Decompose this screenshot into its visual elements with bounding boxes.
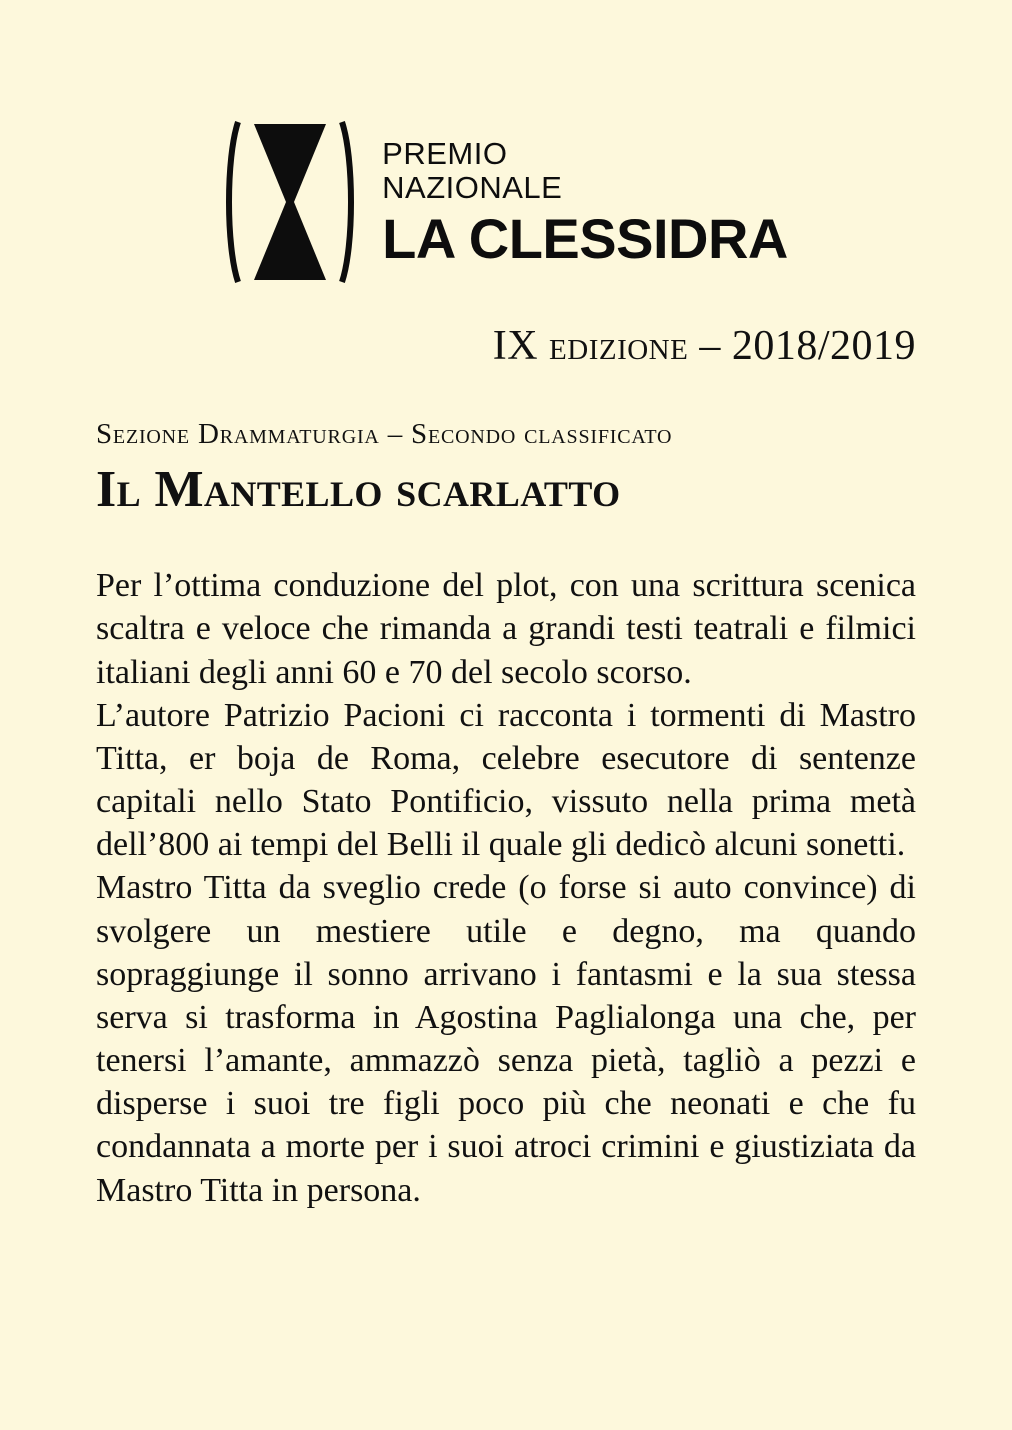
section-line: Sezione Drammaturgia – Secondo classificato [96,418,673,450]
paragraph: L’autore Patrizio Pacioni ci racconta i tormenti di Mastro Titta, er boja de Roma, celebre esecutore di sentenze capitali nello Stato Pontificio, vissuto nella prima metà dell’800 ai tempi del Belli il quale gli dedicò alcuni sonetti. [96,696,916,864]
paragraph: Mastro Titta da sveglio crede (o forse si auto convince) di svolgere un mestiere utile e degno, ma quando sopraggiunge il sonno arrivano i fantasmi e la sua stessa serva si trasforma in Agostina Paglialonga una che, per tenersi l’amante, ammazzò senza pietà, tagliò a pezzi e disperse i suoi tre figli poco più che neonati e che fu condannata a morte per i suoi atroci crimini e giustiziata da Mastro Titta in persona. [96,869,916,1209]
logo-line-premio: PREMIO [382,135,508,171]
hourglass-logo-icon [224,118,356,286]
edition-line: IX edizione – 2018/2019 [492,323,916,369]
logo-wordmark [382,135,788,270]
logo-line-la-clessidra: LA CLESSIDRA [382,206,788,270]
logo-block [96,0,916,286]
logo-line-nazionale: NAZIONALE [382,169,563,205]
citation-body [96,564,916,1212]
paragraph: Per l’ottima conduzione del plot, con una scrittura scenica scaltra e veloce che rimanda a grandi testi teatrali e filmici italiani degli anni 60 e 70 del secolo scorso. [96,567,916,691]
page-title: Il Mantello scarlatto [96,461,621,518]
